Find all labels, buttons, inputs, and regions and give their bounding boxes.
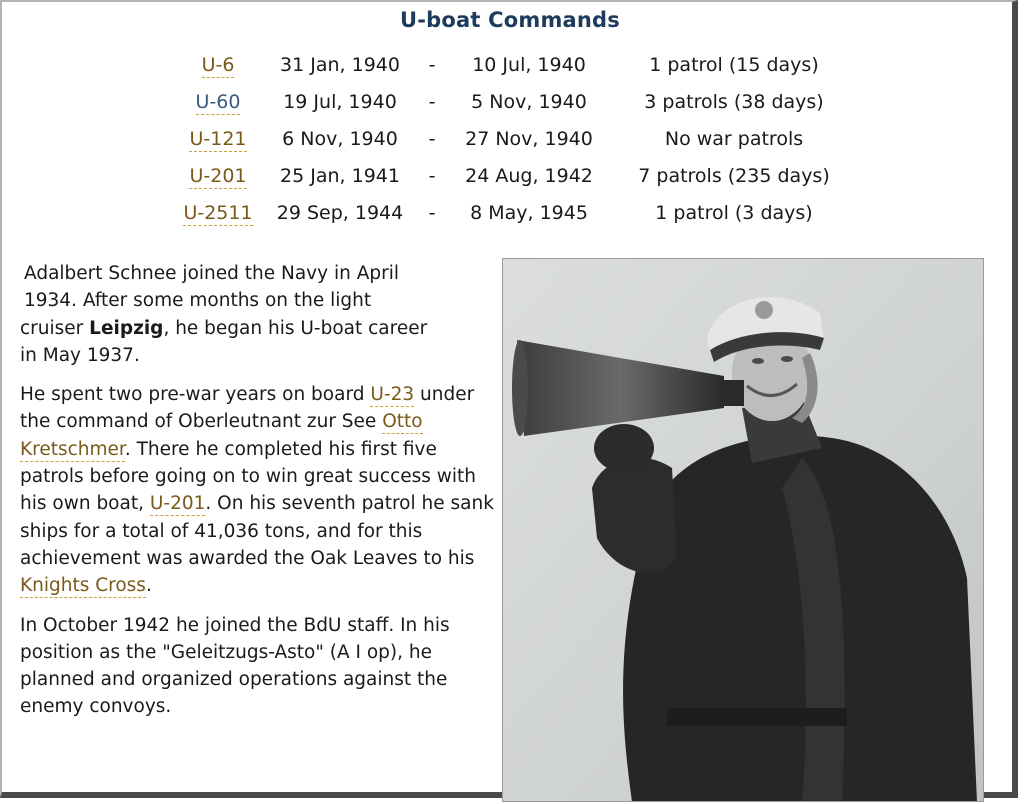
- table-row: [176, 83, 854, 120]
- from-date: 19 Jul, 1940: [283, 90, 397, 113]
- to-date: 8 May, 1945: [470, 201, 588, 224]
- to-date: 5 Nov, 1940: [471, 90, 587, 113]
- bio-paragraph-3: In October 1942 he joined the BdU staff. In his position as the "Geleitzugs-Asto" (A I op), he planned and organized operations against the enemy convoys.: [20, 614, 450, 718]
- patrol-summary: No war patrols: [664, 127, 804, 150]
- date-separator: -: [428, 90, 436, 113]
- from-date: 31 Jan, 1940: [280, 53, 400, 76]
- table-row: [176, 194, 854, 231]
- table-row: [176, 120, 854, 157]
- from-date: 25 Jan, 1941: [280, 164, 400, 187]
- bio-paragraph-2: [20, 381, 496, 599]
- to-date: 10 Jul, 1940: [472, 53, 586, 76]
- biography-text: [20, 260, 496, 733]
- bio-text: under the command of Oberleutnant zur See: [20, 384, 475, 433]
- date-separator: -: [428, 53, 436, 76]
- date-separator: -: [428, 164, 436, 187]
- boat-link-u2511[interactable]: U-2511: [183, 201, 253, 224]
- bio-paragraph-1: [20, 260, 496, 369]
- commands-table: [176, 46, 854, 231]
- link-otto-kretschmer[interactable]: Otto Kretschmer: [20, 411, 423, 460]
- table-row: [176, 157, 854, 194]
- boat-link-u121[interactable]: U-121: [189, 127, 247, 150]
- date-separator: -: [428, 127, 436, 150]
- portrait-photo: [502, 258, 984, 802]
- bio-text: He spent two pre-war years on board: [20, 384, 371, 406]
- date-separator: -: [428, 201, 436, 224]
- bio-text: Adalbert Schnee joined the Navy in April: [24, 263, 399, 284]
- link-knights-cross[interactable]: Knights Cross: [20, 575, 146, 597]
- patrol-summary: 1 patrol (15 days): [649, 53, 819, 76]
- patrol-summary: 7 patrols (235 days): [638, 164, 830, 187]
- bio-text: . There he completed his first five patrols before going on to win great success with his own boat,: [20, 438, 477, 515]
- bio-text: 1934. After some months on the light: [24, 290, 372, 312]
- from-date: 29 Sep, 1944: [276, 201, 404, 224]
- bio-text: . On his seventh patrol he sank ships for a total of 41,036 tons, and for this achievement was awarded the Oak Leaves to his: [20, 493, 494, 569]
- link-u23[interactable]: U-23: [370, 384, 415, 406]
- patrol-summary: 3 patrols (38 days): [644, 90, 824, 113]
- to-date: 24 Aug, 1942: [465, 164, 593, 187]
- bio-text: in May 1937.: [20, 344, 140, 366]
- bio-text: , he began his U-boat career: [163, 317, 428, 339]
- boat-link-u60[interactable]: U-60: [195, 90, 241, 113]
- page-title: U-boat Commands: [399, 8, 620, 32]
- ship-name: Leipzig: [89, 317, 164, 339]
- table-row: [176, 46, 854, 83]
- boat-link-u6[interactable]: U-6: [201, 53, 235, 76]
- bio-text: cruiser: [20, 317, 90, 339]
- boat-link-u201[interactable]: U-201: [189, 164, 247, 187]
- patrol-summary: 1 patrol (3 days): [655, 201, 813, 224]
- link-u201[interactable]: U-201: [149, 493, 206, 515]
- to-date: 27 Nov, 1940: [465, 127, 593, 150]
- from-date: 6 Nov, 1940: [282, 127, 398, 150]
- bio-text: .: [145, 575, 152, 597]
